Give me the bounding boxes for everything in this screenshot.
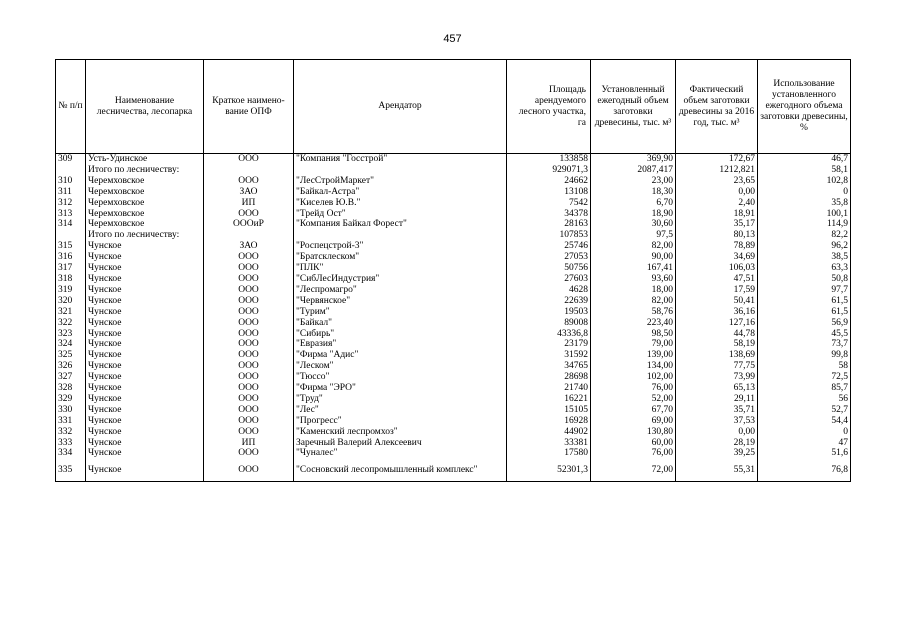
cell-opf: ООО bbox=[204, 339, 294, 350]
cell-actual-volume: 172,67 bbox=[676, 154, 758, 165]
cell-actual-volume: 37,53 bbox=[676, 416, 758, 427]
cell-area: 107853 bbox=[507, 230, 591, 241]
cell-usage: 46,7 bbox=[758, 154, 851, 165]
cell-tenant: "Червянское" bbox=[294, 296, 507, 307]
cell-annual-volume: 90,00 bbox=[591, 252, 676, 263]
cell-usage: 61,5 bbox=[758, 296, 851, 307]
cell-tenant: "Роспецстрой-3" bbox=[294, 241, 507, 252]
cell-actual-volume: 77,75 bbox=[676, 361, 758, 372]
cell-no bbox=[56, 230, 86, 241]
cell-area: 23179 bbox=[507, 339, 591, 350]
cell-usage: 99,8 bbox=[758, 350, 851, 361]
table-row bbox=[56, 307, 851, 318]
cell-opf bbox=[204, 165, 294, 176]
header-usage: Использование установленного ежегодного объема заготовки древесины, % bbox=[758, 60, 851, 154]
cell-opf: ООО bbox=[204, 372, 294, 383]
cell-tenant: "Тюссо" bbox=[294, 372, 507, 383]
cell-forestry: Чунское bbox=[86, 438, 204, 449]
cell-annual-volume: 69,00 bbox=[591, 416, 676, 427]
cell-tenant: "Сибирь" bbox=[294, 329, 507, 340]
cell-usage: 58,1 bbox=[758, 165, 851, 176]
cell-actual-volume: 106,03 bbox=[676, 263, 758, 274]
cell-opf: ОООиР bbox=[204, 219, 294, 230]
cell-annual-volume: 72,00 bbox=[591, 459, 676, 482]
cell-actual-volume: 23,65 bbox=[676, 176, 758, 187]
cell-tenant: "Каменский леспромхоз" bbox=[294, 427, 507, 438]
cell-actual-volume: 35,71 bbox=[676, 405, 758, 416]
header-no: № п/п bbox=[56, 60, 86, 154]
cell-tenant: "Компания Байкал Форест" bbox=[294, 219, 507, 230]
cell-annual-volume: 18,30 bbox=[591, 187, 676, 198]
cell-actual-volume: 44,78 bbox=[676, 329, 758, 340]
cell-tenant bbox=[294, 165, 507, 176]
cell-usage: 96,2 bbox=[758, 241, 851, 252]
cell-tenant: "ЛесСтройМаркет" bbox=[294, 176, 507, 187]
cell-opf: ООО bbox=[204, 285, 294, 296]
total-row bbox=[56, 230, 851, 241]
cell-area: 15105 bbox=[507, 405, 591, 416]
cell-area: 27053 bbox=[507, 252, 591, 263]
header-tenant: Арендатор bbox=[294, 60, 507, 154]
cell-usage: 114,9 bbox=[758, 219, 851, 230]
cell-usage: 45,5 bbox=[758, 329, 851, 340]
cell-forestry: Чунское bbox=[86, 263, 204, 274]
cell-usage: 56 bbox=[758, 394, 851, 405]
cell-area: 17580 bbox=[507, 448, 591, 459]
cell-forestry: Чунское bbox=[86, 427, 204, 438]
cell-opf: ООО bbox=[204, 350, 294, 361]
cell-area: 133858 bbox=[507, 154, 591, 165]
cell-no: 326 bbox=[56, 361, 86, 372]
cell-forestry: Чунское bbox=[86, 350, 204, 361]
cell-usage: 82,2 bbox=[758, 230, 851, 241]
table-row bbox=[56, 459, 851, 482]
cell-area: 16928 bbox=[507, 416, 591, 427]
cell-actual-volume: 36,16 bbox=[676, 307, 758, 318]
table-row bbox=[56, 318, 851, 329]
header-row bbox=[56, 60, 851, 154]
cell-usage: 51,6 bbox=[758, 448, 851, 459]
cell-annual-volume: 223,40 bbox=[591, 318, 676, 329]
cell-no: 334 bbox=[56, 448, 86, 459]
cell-no: 311 bbox=[56, 187, 86, 198]
cell-actual-volume: 138,69 bbox=[676, 350, 758, 361]
cell-forestry: Черемховское bbox=[86, 219, 204, 230]
cell-actual-volume: 28,19 bbox=[676, 438, 758, 449]
cell-opf: ООО bbox=[204, 427, 294, 438]
cell-no: 328 bbox=[56, 383, 86, 394]
cell-area: 31592 bbox=[507, 350, 591, 361]
cell-area: 34378 bbox=[507, 209, 591, 220]
table-row bbox=[56, 448, 851, 459]
cell-opf: ООО bbox=[204, 274, 294, 285]
cell-actual-volume: 29,11 bbox=[676, 394, 758, 405]
cell-usage: 72,5 bbox=[758, 372, 851, 383]
cell-no: 320 bbox=[56, 296, 86, 307]
header-actual-volume: Фактический объем заготовки древесины за 2016 год, тыс. м³ bbox=[676, 60, 758, 154]
cell-usage: 54,4 bbox=[758, 416, 851, 427]
table-row bbox=[56, 383, 851, 394]
cell-tenant: "Байкал-Астра" bbox=[294, 187, 507, 198]
cell-area: 33381 bbox=[507, 438, 591, 449]
cell-actual-volume: 55,31 bbox=[676, 459, 758, 482]
table-row bbox=[56, 154, 851, 165]
cell-area: 28163 bbox=[507, 219, 591, 230]
cell-tenant: "СибЛесИндустрия" bbox=[294, 274, 507, 285]
cell-usage: 47 bbox=[758, 438, 851, 449]
cell-actual-volume: 80,13 bbox=[676, 230, 758, 241]
table-row bbox=[56, 427, 851, 438]
cell-usage: 76,8 bbox=[758, 459, 851, 482]
cell-no: 317 bbox=[56, 263, 86, 274]
cell-area: 7542 bbox=[507, 198, 591, 209]
header-area: Площадь арендуемого лесного участка, га bbox=[507, 60, 591, 154]
cell-opf: ИП bbox=[204, 438, 294, 449]
cell-actual-volume: 0,00 bbox=[676, 187, 758, 198]
cell-no: 322 bbox=[56, 318, 86, 329]
cell-usage: 50,8 bbox=[758, 274, 851, 285]
cell-opf: ООО bbox=[204, 318, 294, 329]
cell-opf: ООО bbox=[204, 448, 294, 459]
cell-annual-volume: 23,00 bbox=[591, 176, 676, 187]
cell-no: 313 bbox=[56, 209, 86, 220]
cell-forestry: Чунское bbox=[86, 372, 204, 383]
cell-usage: 56,9 bbox=[758, 318, 851, 329]
cell-no: 316 bbox=[56, 252, 86, 263]
cell-forestry: Чунское bbox=[86, 318, 204, 329]
cell-forestry: Чунское bbox=[86, 394, 204, 405]
cell-opf: ООО bbox=[204, 394, 294, 405]
cell-annual-volume: 58,76 bbox=[591, 307, 676, 318]
cell-opf: ИП bbox=[204, 198, 294, 209]
table-row bbox=[56, 198, 851, 209]
cell-no: 315 bbox=[56, 241, 86, 252]
cell-area: 19503 bbox=[507, 307, 591, 318]
cell-no: 324 bbox=[56, 339, 86, 350]
table-row bbox=[56, 350, 851, 361]
cell-forestry: Чунское bbox=[86, 307, 204, 318]
cell-opf: ООО bbox=[204, 263, 294, 274]
cell-tenant: "Чуналес" bbox=[294, 448, 507, 459]
cell-annual-volume: 18,00 bbox=[591, 285, 676, 296]
cell-actual-volume: 47,51 bbox=[676, 274, 758, 285]
cell-usage: 35,8 bbox=[758, 198, 851, 209]
cell-annual-volume: 2087,417 bbox=[591, 165, 676, 176]
cell-no: 310 bbox=[56, 176, 86, 187]
cell-opf: ООО bbox=[204, 252, 294, 263]
cell-usage: 38,5 bbox=[758, 252, 851, 263]
cell-opf: ООО bbox=[204, 329, 294, 340]
cell-annual-volume: 134,00 bbox=[591, 361, 676, 372]
cell-actual-volume: 18,91 bbox=[676, 209, 758, 220]
cell-usage: 73,7 bbox=[758, 339, 851, 350]
cell-annual-volume: 82,00 bbox=[591, 296, 676, 307]
cell-area: 27603 bbox=[507, 274, 591, 285]
cell-forestry: Чунское bbox=[86, 405, 204, 416]
cell-usage: 63,3 bbox=[758, 263, 851, 274]
cell-opf: ООО bbox=[204, 416, 294, 427]
cell-usage: 0 bbox=[758, 427, 851, 438]
cell-area: 52301,3 bbox=[507, 459, 591, 482]
cell-tenant: "Евразия" bbox=[294, 339, 507, 350]
cell-tenant: "Компания "Госстрой" bbox=[294, 154, 507, 165]
cell-usage: 58 bbox=[758, 361, 851, 372]
cell-annual-volume: 130,80 bbox=[591, 427, 676, 438]
cell-tenant: "ПЛК" bbox=[294, 263, 507, 274]
cell-forestry: Черемховское bbox=[86, 176, 204, 187]
cell-tenant: "Прогресс" bbox=[294, 416, 507, 427]
cell-actual-volume: 50,41 bbox=[676, 296, 758, 307]
header-annual-volume: Установленный ежегодный объем заготовки древесины, тыс. м³ bbox=[591, 60, 676, 154]
header-opf: Краткое наимено-вание ОПФ bbox=[204, 60, 294, 154]
cell-annual-volume: 67,70 bbox=[591, 405, 676, 416]
cell-forestry: Чунское bbox=[86, 296, 204, 307]
table-row bbox=[56, 339, 851, 350]
cell-annual-volume: 76,00 bbox=[591, 383, 676, 394]
cell-actual-volume: 35,17 bbox=[676, 219, 758, 230]
cell-no: 333 bbox=[56, 438, 86, 449]
cell-forestry: Чунское bbox=[86, 285, 204, 296]
table-row bbox=[56, 187, 851, 198]
cell-forestry: Черемховское bbox=[86, 198, 204, 209]
table-row bbox=[56, 274, 851, 285]
cell-forestry: Чунское bbox=[86, 383, 204, 394]
cell-forestry: Чунское bbox=[86, 416, 204, 427]
cell-tenant: "Труд" bbox=[294, 394, 507, 405]
table-row bbox=[56, 219, 851, 230]
cell-opf: ООО bbox=[204, 459, 294, 482]
table-row bbox=[56, 263, 851, 274]
cell-tenant: "Фирма "Адис" bbox=[294, 350, 507, 361]
timber-harvest-table bbox=[55, 59, 851, 482]
cell-area: 89008 bbox=[507, 318, 591, 329]
cell-forestry: Чунское bbox=[86, 274, 204, 285]
cell-area: 34765 bbox=[507, 361, 591, 372]
cell-no: 318 bbox=[56, 274, 86, 285]
cell-actual-volume: 65,13 bbox=[676, 383, 758, 394]
cell-no: 309 bbox=[56, 154, 86, 165]
cell-area: 4628 bbox=[507, 285, 591, 296]
cell-opf: ООО bbox=[204, 296, 294, 307]
cell-area: 25746 bbox=[507, 241, 591, 252]
cell-tenant: "Байкал" bbox=[294, 318, 507, 329]
cell-no: 325 bbox=[56, 350, 86, 361]
cell-actual-volume: 17,59 bbox=[676, 285, 758, 296]
cell-no: 331 bbox=[56, 416, 86, 427]
cell-area: 929071,3 bbox=[507, 165, 591, 176]
table-row bbox=[56, 209, 851, 220]
cell-opf: ООО bbox=[204, 307, 294, 318]
cell-annual-volume: 167,41 bbox=[591, 263, 676, 274]
cell-usage: 97,7 bbox=[758, 285, 851, 296]
cell-opf: ООО bbox=[204, 405, 294, 416]
cell-actual-volume: 1212,821 bbox=[676, 165, 758, 176]
cell-opf: ООО bbox=[204, 154, 294, 165]
cell-opf: ЗАО bbox=[204, 241, 294, 252]
table-row bbox=[56, 176, 851, 187]
table-body bbox=[56, 154, 851, 482]
cell-actual-volume: 73,99 bbox=[676, 372, 758, 383]
cell-forestry: Чунское bbox=[86, 459, 204, 482]
table-row bbox=[56, 252, 851, 263]
cell-annual-volume: 139,00 bbox=[591, 350, 676, 361]
cell-forestry: Чунское bbox=[86, 252, 204, 263]
cell-annual-volume: 369,90 bbox=[591, 154, 676, 165]
cell-tenant: Заречный Валерий Алексеевич bbox=[294, 438, 507, 449]
cell-tenant: "Леспромагро" bbox=[294, 285, 507, 296]
cell-annual-volume: 102,00 bbox=[591, 372, 676, 383]
cell-opf: ООО bbox=[204, 361, 294, 372]
cell-tenant: "Трейд Ост" bbox=[294, 209, 507, 220]
cell-actual-volume: 127,16 bbox=[676, 318, 758, 329]
page-number: 457 bbox=[443, 33, 462, 45]
cell-usage: 102,8 bbox=[758, 176, 851, 187]
cell-no: 319 bbox=[56, 285, 86, 296]
cell-forestry: Черемховское bbox=[86, 187, 204, 198]
cell-opf: ЗАО bbox=[204, 187, 294, 198]
cell-area: 24662 bbox=[507, 176, 591, 187]
cell-forestry: Чунское bbox=[86, 448, 204, 459]
cell-annual-volume: 6,70 bbox=[591, 198, 676, 209]
cell-opf: ООО bbox=[204, 209, 294, 220]
table-row bbox=[56, 329, 851, 340]
cell-tenant: "Турим" bbox=[294, 307, 507, 318]
table-row bbox=[56, 394, 851, 405]
cell-annual-volume: 98,50 bbox=[591, 329, 676, 340]
cell-forestry: Черемховское bbox=[86, 209, 204, 220]
cell-usage: 0 bbox=[758, 187, 851, 198]
cell-annual-volume: 93,60 bbox=[591, 274, 676, 285]
cell-tenant: "Братсклеском" bbox=[294, 252, 507, 263]
cell-area: 13108 bbox=[507, 187, 591, 198]
cell-no: 335 bbox=[56, 459, 86, 482]
cell-forestry: Усть-Удинское bbox=[86, 154, 204, 165]
cell-annual-volume: 97,5 bbox=[591, 230, 676, 241]
header-forestry: Наименование лесничества, лесопарка bbox=[86, 60, 204, 154]
cell-no: 327 bbox=[56, 372, 86, 383]
cell-forestry: Чунское bbox=[86, 339, 204, 350]
cell-tenant bbox=[294, 230, 507, 241]
table-row bbox=[56, 372, 851, 383]
cell-opf bbox=[204, 230, 294, 241]
cell-tenant: "Фирма "ЭРО" bbox=[294, 383, 507, 394]
cell-forestry: Итого по лесничеству: bbox=[86, 230, 204, 241]
cell-area: 21740 bbox=[507, 383, 591, 394]
table-row bbox=[56, 296, 851, 307]
cell-tenant: "Леском" bbox=[294, 361, 507, 372]
table-row bbox=[56, 416, 851, 427]
cell-area: 22639 bbox=[507, 296, 591, 307]
cell-tenant: "Лес" bbox=[294, 405, 507, 416]
cell-usage: 61,5 bbox=[758, 307, 851, 318]
cell-opf: ООО bbox=[204, 176, 294, 187]
cell-area: 28698 bbox=[507, 372, 591, 383]
cell-actual-volume: 2,40 bbox=[676, 198, 758, 209]
cell-actual-volume: 0,00 bbox=[676, 427, 758, 438]
cell-no: 321 bbox=[56, 307, 86, 318]
cell-no: 312 bbox=[56, 198, 86, 209]
table-row bbox=[56, 241, 851, 252]
cell-actual-volume: 34,69 bbox=[676, 252, 758, 263]
total-row bbox=[56, 165, 851, 176]
cell-no: 330 bbox=[56, 405, 86, 416]
cell-forestry: Итого по лесничеству: bbox=[86, 165, 204, 176]
cell-annual-volume: 18,90 bbox=[591, 209, 676, 220]
cell-no: 323 bbox=[56, 329, 86, 340]
table-row bbox=[56, 405, 851, 416]
table-row bbox=[56, 438, 851, 449]
cell-area: 16221 bbox=[507, 394, 591, 405]
cell-annual-volume: 60,00 bbox=[591, 438, 676, 449]
cell-usage: 85,7 bbox=[758, 383, 851, 394]
cell-actual-volume: 58,19 bbox=[676, 339, 758, 350]
cell-no: 329 bbox=[56, 394, 86, 405]
cell-no: 332 bbox=[56, 427, 86, 438]
cell-no: 314 bbox=[56, 219, 86, 230]
cell-annual-volume: 76,00 bbox=[591, 448, 676, 459]
cell-usage: 100,1 bbox=[758, 209, 851, 220]
cell-no bbox=[56, 165, 86, 176]
cell-annual-volume: 52,00 bbox=[591, 394, 676, 405]
cell-forestry: Чунское bbox=[86, 241, 204, 252]
cell-opf: ООО bbox=[204, 383, 294, 394]
table-row bbox=[56, 361, 851, 372]
table-row bbox=[56, 285, 851, 296]
cell-actual-volume: 78,89 bbox=[676, 241, 758, 252]
cell-tenant: "Киселев Ю.В." bbox=[294, 198, 507, 209]
cell-area: 44902 bbox=[507, 427, 591, 438]
cell-annual-volume: 30,60 bbox=[591, 219, 676, 230]
cell-forestry: Чунское bbox=[86, 361, 204, 372]
cell-annual-volume: 79,00 bbox=[591, 339, 676, 350]
cell-area: 50756 bbox=[507, 263, 591, 274]
cell-forestry: Чунское bbox=[86, 329, 204, 340]
cell-annual-volume: 82,00 bbox=[591, 241, 676, 252]
cell-actual-volume: 39,25 bbox=[676, 448, 758, 459]
cell-tenant: "Сосновский лесопромышленный комплекс" bbox=[294, 459, 507, 482]
cell-area: 43336,8 bbox=[507, 329, 591, 340]
cell-usage: 52,7 bbox=[758, 405, 851, 416]
